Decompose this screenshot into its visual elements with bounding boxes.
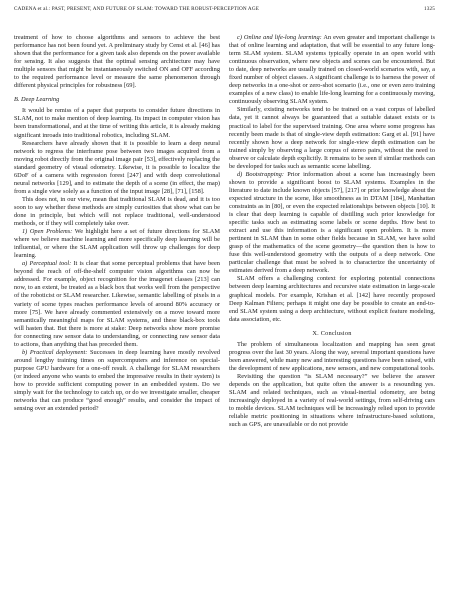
paragraph-text: It is clear that some perceptual problems that have been beyond the reach of off-the-shelf computer vision algorithms can now be addressed. For example, object recognition for the imagenet classes [213] can now, to an extent, be treated as a black box that works well from the perspective of the roboticist or SLAM researcher. Likewise, semantic labelling of pixels in a variety of scene types reaches performance levels of around 80% accuracy or more [75]. We have already commented extensively on a move toward more semantically meaningful maps for SLAM systems, and these black-box tools will hasten that. But there is more at stake: Deep networks show more promise for connecting raw sensor data to understanding, or connecting raw sensor data to actions, than anything that has preceded them. [14, 260, 220, 348]
paragraph: Revisiting the question “is SLAM necessary?” we believe the answer depends on the application, but quite often the answer is a resounding yes. SLAM and related techniques, such as visual-inertial odometry, are being increasingly deployed in a variety of real-world settings, from self-driving cars to mobile devices. SLAM techniques will be increasingly relied upon to provide reliable metric positioning in situations where infrastructure-based solutions, such as GPS, are unavailable or do not provide [229, 372, 435, 429]
paragraph: This does not, in our view, mean that traditional SLAM is dead, and it is too soon to say whether these methods are simply curiosities that show what can be done in principle, but which will not replace traditional, well-understood methods, or if they will completely take over. [14, 195, 220, 228]
paragraph-online-learning [229, 34, 435, 106]
paragraph-perceptual-tool [14, 260, 220, 349]
subsection-label: a) Perceptual tool: [22, 260, 72, 268]
running-title: CADENA et al.: PAST, PRESENT, AND FUTURE OF SLAM: TOWARD THE ROBUST-PERCEPTION AGE [14, 6, 260, 12]
paragraph-practical-deployment [14, 349, 220, 413]
paragraph-text: We highlight here a set of future directions for SLAM where we believe machine learning and more specifically deep learning will be influential, or where the SLAM application will throw up challenges for deep learning. [14, 228, 220, 260]
paragraph: SLAM offers a challenging context for exploring potential connections between deep learning architectures and recursive state estimation in large-scale graphical models. For example, Krishan et al. [142] have recently proposed Deep Kalman Filters; perhaps it might one day be possible to create an end-to-end SLAM system using a deep architecture, without explicit feature modeling, data association, etc. [229, 275, 435, 323]
running-header [14, 6, 435, 15]
paragraph-text: Successes in deep learning have mostly revolved around lengthy training times on supercomputers and inference on special-purpose GPU hardware for a one-off result. A challenge for SLAM researchers (or indeed anyone who wants to embed the impressive results in their system) is how to provide sufficient computing power in an embedded system. Do we simply wait for the technology to catch up, or do we investigate smaller, cheaper networks that can produce “good enough” results, and consider the impact of sensing over an extended period? [14, 348, 221, 413]
paragraph-open-problems [14, 228, 220, 260]
paragraph: Researchers have already shown that it is possible to learn a deep neural network to regress the interframe pose between two images acquired from a moving robot directly from the original image pair [53], effectively replacing the standard geometry of visual odometry. Likewise, it is possible to localize the 6DoF of a camera with regression forest [247] and with deep convolutional neural networks [129], and to estimate the depth of a scene (in effect, the map) from a single view solely as a function of the input image [28], [71], [158]. [14, 139, 220, 195]
subsection-label: b) Practical deployment: [22, 348, 88, 356]
subsection-label: d) Bootstrapping: [237, 170, 284, 178]
paragraph-text: Prior information about a scene has increasingly been shown to provide a significant boost to SLAM systems. Examples in the literature to date include known objects [57], [217] or prior knowledge about the expected structure in the scene, like smoothness as in DTAM [184], Manhattan constraints as in [80], or even the expected relationships between objects [10]. It is clear that deep learning is capable of distilling such prior knowledge for specific tasks such as estimating scene labels or scene depths. How best to extract and use this information is a significant open problem. It is more pertinent in SLAM than in some other fields because in SLAM, we have solid grasp of the mathematics of the scene geometry—the question then is how to fuse this well-understood geometry with the outputs of a deep network. One particular challenge that must be solved is to characterize the uncertainty of estimates derived from a deep network. [229, 170, 435, 275]
paragraph-bootstrapping [229, 171, 435, 276]
section-heading-deep-learning: B. Deep Learning [14, 96, 60, 104]
subsection-label: c) Online and life-long learning: [237, 34, 322, 41]
paragraph: treatment of how to choose algorithms and sensors to achieve the best performance has not been found yet. A preliminary study by Censi et al. [46] has shown that the performance for a given task also depends on the power available for sensing. It also suggests that the optimal sensing architecture may have multiple sensors that might be instantaneously switched ON and OFF according to the required performance level or measure the same phenomenon through different physical principles for robustness [69]. [14, 34, 220, 90]
page-number: 1325 [424, 6, 435, 12]
paragraph: It would be remiss of a paper that purports to consider future directions in SLAM, not to make mention of deep learning. Its impact in computer vision has been transformational, and at the time of writing this article, it is already making significant inroads into traditional robotics, including SLAM. [14, 107, 220, 139]
paragraph: The problem of simultaneous localization and mapping has seen great progress over the last 30 years. Along the way, several important questions have been answered, while many new and interesting questions have been raised, with the development of new applications, new sensors, and new computational tools. [229, 340, 435, 372]
section-heading-conclusion: X. Conclusion [312, 329, 352, 337]
subsection-label: 1) Open Problems: [22, 228, 73, 236]
right-column [229, 34, 435, 429]
paragraph-text: An even greater and important challenge is that of online learning and adaptation, that will be essential to any future long-term SLAM system. SLAM systems typically operate in an open world with continuous observation, where new objects and scenes can be encountered. But to date, deep networks are usually trained on closed-world scenarios with, say, a fixed number of object classes. A significant challenge is to harness the power of deep networks in a one-shot or zero-shot scenario (i.e., one or even zero training examples of a new class) to enable life-long learning for a continuously moving, continuously observing SLAM system. [229, 34, 435, 106]
left-column [14, 34, 220, 413]
paragraph: Similarly, existing networks tend to be trained on a vast corpus of labelled data, yet it cannot always be guaranteed that a suitable dataset exists or is practical to label for the supervised training. One area where some progress has recently been made is that of single-view depth estimation: Garg et al. [91] have recently shown how a deep network for single-view depth estimation can be trained simply by observing a large corpus of stereo pairs, without the need to observe or calculate depth explicitly. It remains to be seen if similar methods can be developed for tasks such as semantic scene labelling. [229, 106, 435, 170]
